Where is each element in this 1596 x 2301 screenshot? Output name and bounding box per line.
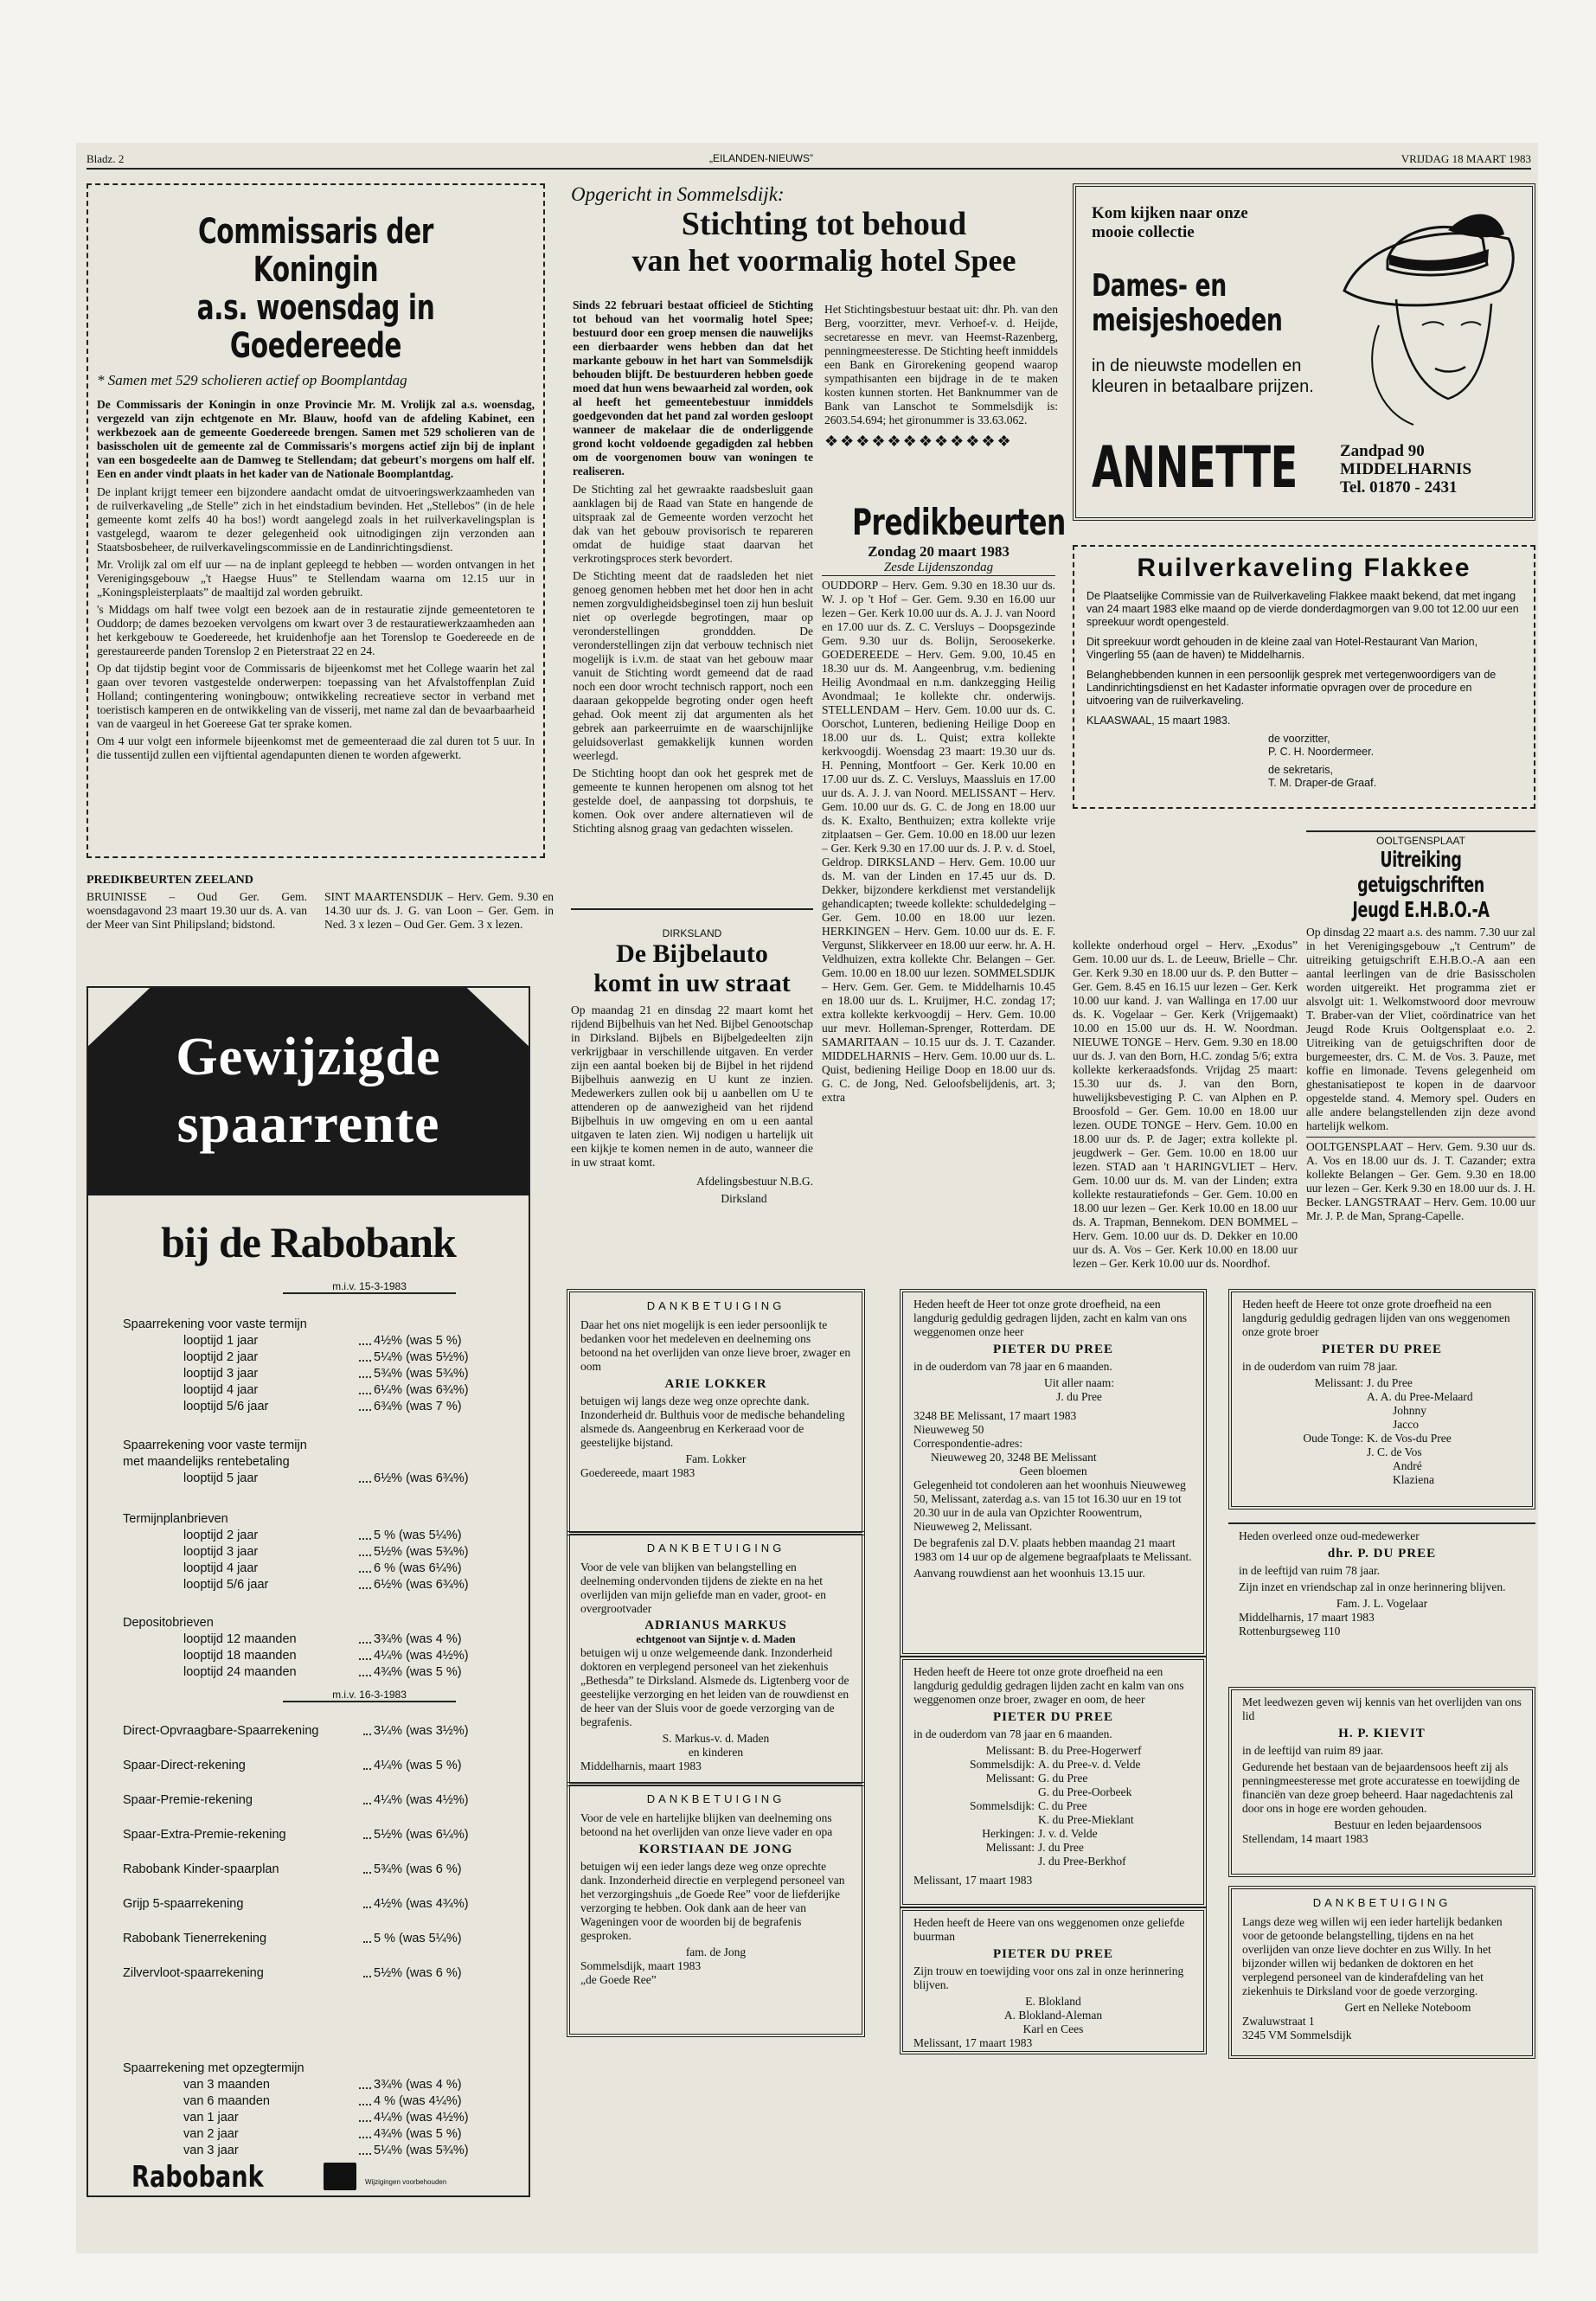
ruilverkaveling-notice	[1073, 545, 1535, 809]
ad-headline-2: spaarrente	[176, 1093, 440, 1154]
deceased-age: in de leeftijd van ruim 89 jaar.	[1242, 1744, 1384, 1757]
article-lead: Sinds 22 februari bestaat officieel de Stichting tot behoud van het voormalig hotel Spee; bestuurd door een groep mensen die nauwelijks een dierbaarder wens hebben dan dat het markante gebouw in het hart van Sommelsdijk behouden blijft. De bestuurderen hebben goede moed dat hun wens bewaarheid zal worden, ook al heeft het gemeentebestuur inmiddels goedgevonden dat het pand zal worden gesloopt wanneer de makelaar die de onderliggende grond kocht voldoende gegadigden zal hebben om de voorgenomen bouw van woningen te realiseren.	[573, 298, 813, 478]
notice-signature: fam. de Jong	[685, 1945, 747, 1958]
notice-address: Nieuweweg 50	[913, 1423, 984, 1436]
rate-value: 4 % (was 4¼%)	[374, 2094, 462, 2108]
article-bijbelauto	[571, 908, 813, 1299]
deceased-name: ADRIANUS MARKUS	[644, 1618, 787, 1632]
phone-number: Tel. 01870 - 2431	[1340, 478, 1458, 497]
notice-signature: Karl en Cees	[1022, 2022, 1084, 2035]
notice-signature: Fam. Lokker	[685, 1452, 747, 1465]
article-headline: De Bijbelauto	[616, 939, 768, 968]
notice-text: Gelegenheid tot condoleren aan het woonhuis Nieuweweg 50, Melissant, zaterdag a.s. van 15 tot 16.30 uur en 19 tot 20.30 uur in de aula van Opzichter Roowentrum, Nieuweweg 2, Melissant.	[913, 1478, 1186, 1533]
notice-place: Melissant, 17 maart 1983	[913, 1874, 1033, 1887]
relative-place	[1268, 1418, 1367, 1432]
obituary-du-pree-family	[900, 1289, 1207, 1657]
rate-label: Direct-Opvraagbare-Spaarrekening	[123, 1724, 319, 1738]
deceased-name: dhr. P. DU PREE	[1327, 1547, 1437, 1561]
spee-column-2	[824, 303, 1058, 451]
article-lead: De Commissaris der Koningin in onze Provincie Mr. M. Vrolijk zal a.s. woensdag, vergezeld van zijn echtgenote en Mr. Blauw, hoofd van de afdeling Kabinet, een werkbezoek aan de gemeente Goedereede brengen. Samen met 529 scholieren van de basisscholen uit de gemeente zal de Commissaris's morgens actief zijn bij de inplant van een bosgedeelte aan de Damweg te Stellendam; dat gebeurt's morgens om half elf. Een en ander vindt plaats in het kader van de Nationale Boomplantdag.	[97, 398, 535, 480]
notice-text: Heden overleed onze oud-medewerker	[1239, 1529, 1420, 1542]
rabobank-logo-icon	[324, 2163, 356, 2190]
rate-label: looptijd 2 jaar	[183, 1529, 259, 1542]
notice-place: „de Goede Ree”	[580, 1973, 657, 1986]
spee-column-1	[573, 298, 813, 839]
notice-place: Middelharnis, 17 maart 1983	[1239, 1611, 1375, 1624]
obituary-du-pree-brother	[1228, 1289, 1535, 1509]
relative-name: B. du Pree-Hogerwerf	[1038, 1744, 1142, 1757]
deceased-name: PIETER DU PREE	[1321, 1343, 1443, 1356]
rate-value: 4¼% (was 5 %)	[374, 1759, 462, 1772]
notice-dankbetuiging-noteboom	[1228, 1886, 1535, 2059]
relative-name: K. du Pree-Mieklant	[1038, 1813, 1134, 1826]
notice-dankbetuiging-markus	[567, 1531, 865, 1786]
ad-text: mooie collectie	[1092, 223, 1195, 241]
notice-text: Aanvang rouwdienst aan het woonhuis 13.15 uur.	[913, 1567, 1145, 1580]
notice-address: 3245 VM Sommelsdijk	[1242, 2029, 1352, 2041]
service-listing: SINT MAARTENSDIJK – Herv. Gem. 9.30 en 14.30 uur ds. J. G. van Loon – Ger. Gem. in Ned. 3 x lezen – Oud Ger. Gem. 3 x lezen.	[324, 890, 554, 931]
relative-place: Melissant:	[1314, 1376, 1363, 1389]
deceased-name: PIETER DU PREE	[992, 1947, 1114, 1961]
rate-label: Spaar-Extra-Premie-rekening	[123, 1828, 286, 1842]
notice-text: Zijn inzet en vriendschap zal in onze herinnering blijven.	[1239, 1580, 1506, 1593]
rate-value: 3¾% (was 4 %)	[374, 1632, 462, 1646]
notice-label: Correspondentie-adres:	[913, 1437, 1022, 1450]
notice-text: Geen bloemen	[1019, 1465, 1087, 1477]
ad-intro	[1092, 204, 1248, 242]
notice-address: 3248 BE Melissant, 17 maart 1983	[913, 1409, 1077, 1422]
relative-place: Melissant:	[985, 1744, 1035, 1757]
obituary-du-pree-neighbours	[900, 1907, 1207, 2054]
rate-group-title: met maandelijks rentebetaling	[123, 1455, 290, 1469]
article-headline-2: Jeugd E.H.B.O.-A	[1352, 897, 1490, 922]
notice-title: DANKBETUIGING	[646, 1299, 785, 1312]
notice-text: Heden heeft de Heer tot onze grote droefheid, na een langdurig geduldig gedragen lijden, zacht en kalm van ons weggenomen onze heer	[913, 1298, 1188, 1338]
relative-name: Jacco	[1393, 1418, 1419, 1431]
deceased-age: in de ouderdom van 78 jaar en 6 maanden.	[913, 1360, 1112, 1373]
relative-name: G. du Pree	[1038, 1772, 1088, 1785]
notice-title: DANKBETUIGING	[646, 1792, 785, 1805]
rate-label: looptijd 5/6 jaar	[183, 1578, 269, 1592]
notice-text: betuigen wij u onze welgemeende dank. Inzonderheid doktoren en verplegend personeel van het ziekenhuis „Bethesda” te Dirksland. Alsmede ds. Ligtenberg voor de geestelijke verzorging en het leiden van de rouwdienst en de heer van der Sluis voor de goede verzorging van de begrafenis.	[580, 1646, 849, 1728]
deceased-name: ARIE LOKKER	[664, 1377, 767, 1391]
predikbeurten-zeeland	[87, 874, 554, 990]
ad-text: Kom kijken naar onze	[1092, 204, 1248, 222]
rate-label: looptijd 4 jaar	[183, 1383, 259, 1397]
section-title: PREDIKBEURTEN ZEELAND	[87, 874, 253, 887]
rate-group-fixed	[123, 1317, 486, 1415]
deceased-name: PIETER DU PREE	[992, 1710, 1114, 1724]
rate-group-title: Spaarrekening voor vaste termijn	[123, 1317, 307, 1331]
relative-name: A. du Pree-v. d. Velde	[1038, 1758, 1141, 1771]
relative-name: J. C. de Vos	[1367, 1445, 1422, 1458]
rate-label: Grijp 5-spaarrekening	[123, 1897, 244, 1911]
article-body: Op maandag 21 en dinsdag 22 maart komt het rijdend Bijbelhuis van het Ned. Bijbel Genootschap in Dirksland. Bijbels en Bijbelgedeelten zijn verkrijgbaar in verschillende uitgaven. En verder zijn een aantal boeken bij de Bijbel in het rijdend Bijbelhuis aanwezig en U kunt ze inzien. Medewerkers zullen ook bij u aanbellen om U te attenderen op de aanwezigheid van het rijdend Bijbelhuis in uw omgeving en om u een aantal uitgaven te laten zien. Wij nodigen u hartelijk uit een kijkje te komen nemen in de auto, wanneer die in uw straat komt.	[571, 1003, 813, 1169]
newspaper-name: „EILANDEN-NIEUWS”	[709, 152, 814, 164]
notice-signature: Gert en Nelleke Noteboom	[1344, 2001, 1471, 2014]
rate-group-monthly	[123, 1438, 486, 1487]
notice-text: De begrafenis zal D.V. plaats hebben maandag 21 maart 1983 om 14 uur op de algemene begraafplaats te Melissant.	[913, 1536, 1192, 1563]
relative-name: K. de Vos-du Pree	[1367, 1432, 1452, 1445]
relative-name: C. du Pree	[1038, 1799, 1087, 1812]
rate-value: 3¾% (was 4 %)	[374, 2078, 462, 2092]
rate-group-opzeg	[123, 2061, 486, 2159]
article-headline: Stichting tot behoud	[681, 206, 967, 242]
relative-name: J. v. d. Velde	[1038, 1827, 1098, 1840]
rate-group-title: Spaarrekening met opzegtermijn	[123, 2061, 304, 2075]
issue-date: VRIJDAG 18 MAART 1983	[1401, 152, 1531, 165]
service-listing: kollekte onderhoud orgel – Herv. „Exodus” Gem. 10.00 uur ds. L. de Leeuw, Brielle – Chr. Ger. Kerk 9.30 en 18.00 uur ds. P. den Butter – Ger. Gem. 8.45 en 16.15 uur lezen – Ger. Kerk 10.00 uur kand. J. van Wallinga en 17.00 uur ds. K. Vogelaar – Ger. Kerk (Vrijgemaakt) 10.00 en 15.00 uur ds. H. W. Noordman. NIEUWE TONGE – Herv. Gem. 9.30 en 18.00 uur ds. J. van den Born, H.C. zondag 5/6; extra kollekte kerkeraadsfonds. Vrijdag 25 maart: 15.30 uur ds. J. van den Born, huwelijksbevestiging P. C. van Alphen en P. Broosfold – Ger. Gem. 10.00 en 18.00 uur lezen. OUDE TONGE – Herv. Gem. 10.00 en 18.00 uur ds. P. de Jager; extra kollekte pl. jeugdwerk – Ger. Gem. 10.00 en 18.00 uur lezen. STAD aan 't HARINGVLIET – Herv. Gem. 10.00 uur ds. M. van der Linden; extra kollekte restauratiefonds – Ger. Gem. 10.00 en 18.00 uur lezen – Ger. Kerk 10.00 en 18.00 uur ds. A. Trapman, Bennekom. DEN BOMMEL – Herv. Gem. 10.00 uur ds. D. Dekker en 10.00 uur ds. A. Vos – Ger. Kerk 10.00 en 18.00 uur lezen – Ger. Kerk 10.00 uur ds. Noordhof.	[1073, 939, 1298, 1270]
rate-value: 4¾% (was 5 %)	[374, 2127, 462, 2141]
rate-value: 6¾% (was 7 %)	[374, 1400, 462, 1413]
rate-value: 4¾% (was 5 %)	[374, 1665, 462, 1679]
notice-place: Stellendam, 14 maart 1983	[1242, 1832, 1368, 1845]
notice-signature: S. Markus-v. d. Maden	[662, 1732, 770, 1745]
annette-hats-ad	[1073, 183, 1535, 521]
notice-text: Daar het ons niet mogelijk is een ieder persoonlijk te bedanken voor het medeleven en deelneming ons betoond na het overlijden van onze lieve broer, zwager en oom	[580, 1318, 851, 1373]
article-kicker: DIRKSLAND	[662, 927, 722, 939]
rate-label: looptijd 2 jaar	[183, 1350, 259, 1364]
section-headline: Predikbeurten	[852, 501, 1066, 543]
notice-text: De Plaatselijke Commissie van de Ruilverkaveling Flakkee maakt bekend, dat met ingang van 24 maart 1983 elke maand op de vierde donderdagmorgen van 9.00 tot 12.00 uur een spreekuur wordt opengesteld.	[1086, 590, 1519, 628]
notice-text: Heden heeft de Heere tot onze grote droefheid na een langdurig geduldig gedragen lijden van ons weggenomen onze grote broer	[1242, 1298, 1510, 1338]
rate-value: 5¾% (was 6 %)	[374, 1862, 462, 1876]
ad-text: in de nieuwste modellen en kleuren in betaalbare prijzen.	[1092, 356, 1314, 396]
rate-group-deposito	[123, 1615, 486, 1681]
notice-text: Zijn trouw en toewijding voor ons zal in onze herinnering blijven.	[913, 1965, 1184, 1991]
shop-address	[1340, 442, 1471, 497]
article-signature: Afdelingsbestuur N.B.G.	[696, 1175, 813, 1188]
rate-label: looptijd 4 jaar	[183, 1561, 259, 1575]
notice-signature: Bestuur en leden bejaardensoos	[1334, 1818, 1482, 1831]
relative-place	[1268, 1473, 1367, 1487]
notice-text: Langs deze weg willen wij een ieder hartelijk bedanken voor de getoonde belangstelling, tijdens en na het overlijden van onze lieve dochter en zus Willy. In het bijzonder willen wij bedanken de doktoren en het verplegend personeel van de kinderafdeling van het ziekenhuis te Dirksland voor de goede verzorging.	[1242, 1915, 1503, 1997]
obituary-du-pree-siblings	[900, 1657, 1207, 1907]
relative-place	[1268, 1459, 1367, 1473]
relative-place: Oude Tonge:	[1303, 1432, 1363, 1445]
service-listing: BRUINISSE – Oud Ger. Gem. woensdagavond 23 maart 19.30 uur ds. A. van der Meer van Sint Philipsland; bidstond.	[87, 890, 307, 931]
deceased-name: PIETER DU PREE	[992, 1343, 1114, 1356]
article-signature-place: Dirksland	[721, 1192, 767, 1205]
effective-date: m.i.v. 15-3-1983	[283, 1280, 456, 1294]
notice-place: Sommelsdijk, maart 1983	[580, 1959, 702, 1972]
service-listing: OOLTGENSPLAAT – Herv. Gem. 9.30 uur ds. A. Vos en 18.00 uur ds. J. T. Cazander; extra kollekte Belangen – Ger. Gem. 9.30 en 18.00 uur lezen – Ger. Kerk 9.30 en 18.00 uur ds. J. H. Becker. LANGSTRAAT – Herv. Gem. 10.00 uur Mr. J. P. de Man, Sprang-Capelle.	[1306, 1137, 1535, 1223]
notice-place: Middelharnis, maart 1983	[580, 1759, 702, 1772]
deceased-name: KORSTIAAN DE JONG	[638, 1843, 793, 1856]
effective-date: m.i.v. 16-3-1983	[283, 1689, 456, 1702]
rate-group-termijnplan	[123, 1511, 486, 1593]
signatory-name: P. C. H. Noordermeer.	[1268, 746, 1375, 758]
relative-place: Melissant:	[985, 1772, 1035, 1785]
rate-label: looptijd 5 jaar	[183, 1471, 259, 1485]
rate-value: 5½% (was 5¾%)	[374, 1545, 469, 1559]
rate-value: 4½% (was 4¾%)	[374, 1897, 469, 1911]
relative-name: Johnny	[1393, 1404, 1427, 1417]
notice-address: Nieuweweg 20, 3248 BE Melissant	[931, 1451, 1097, 1464]
rate-value: 4¼% (was 4½%)	[374, 1649, 469, 1663]
article-kicker: Opgericht in Sommelsdijk:	[571, 183, 785, 205]
relative-place	[939, 1813, 1038, 1827]
rate-label: van 6 maanden	[183, 2094, 270, 2108]
deceased-age: in de ouderdom van 78 jaar en 6 maanden.	[913, 1727, 1112, 1740]
rate-value: 6½% (was 6¾%)	[374, 1578, 469, 1592]
service-date: Zondag 20 maart 1983	[868, 543, 1010, 560]
relative-place: Melissant:	[985, 1841, 1035, 1854]
article-paragraph: Op dat tijdstip begint voor de Commissaris de bijeenkomst met het College waarin het zal gaan over tevoren vastgestelde onderwerpen: toepassing van het Afvalstoffenplan Zuid Holland; contingentering woningbouw; ontwikkeling recreatieve sector in verband met toeristisch kamperen en de ontwikkeling van de visserij, met name zal dan de bevaarbaarheid van de vaargeul in het Goereese Gat ter sprake komen.	[97, 662, 535, 730]
rate-value: 5¼% (was 5¾%)	[374, 2144, 469, 2157]
notice-place: Goedereede, maart 1983	[580, 1466, 695, 1479]
notice-text: Heden heeft de Heere van ons weggenomen onze geliefde buurman	[913, 1916, 1185, 1943]
rate-label: Rabobank Kinder-spaarplan	[123, 1862, 279, 1876]
rabobank-ad	[87, 986, 530, 2197]
rate-value: 6½% (was 6¾%)	[374, 1471, 469, 1485]
article-headline-2: van het voormalig hotel Spee	[631, 243, 1016, 278]
article-headline-2: a.s. woensdag in Goedereede	[196, 288, 435, 366]
ad-headline-2: meisjeshoeden	[1092, 303, 1283, 338]
relative-place	[1268, 1390, 1367, 1404]
notice-signature: J. du Pree	[1056, 1390, 1102, 1403]
deceased-age: in de ouderdom van ruim 78 jaar.	[1242, 1360, 1398, 1373]
rate-label: looptijd 5/6 jaar	[183, 1400, 269, 1413]
rate-value: 5¾% (was 5¾%)	[374, 1367, 469, 1381]
service-subtitle: Zesde Lijdenszondag	[822, 561, 1055, 576]
relative-place	[939, 1785, 1038, 1799]
rate-value: 4¼% (was 4½%)	[374, 1793, 469, 1807]
deceased-name: H. P. KIEVIT	[1338, 1727, 1426, 1740]
article-kicker: OOLTGENSPLAAT	[1306, 830, 1535, 847]
rate-value: 5¼% (was 5½%)	[374, 1350, 469, 1364]
article-paragraph: Mr. Vrolijk zal om elf uur — na de inplant gepleegd te hebben — worden ontvangen in het Verenigingsgebouw „'t Haegse Huus” te Stellendam waarna om 12.15 uur in „Koningspleisterplaats” de maaltijd zal worden gebruikt.	[97, 558, 535, 599]
ad-disclaimer: Wijzigingen voorbehouden	[365, 2178, 447, 2186]
ornament-divider: ❖❖❖❖❖❖❖❖❖❖❖❖	[824, 433, 1013, 450]
article-paragraph: De Stichting hoopt dan ook het gesprek met de gemeente te kunnen heropenen om alsnog tot het gestelde doel, de aanpassing tot dorpshuis, te komen. Ook over andere alternatieven wil de Stichting alsnog graag van gedachten wisselen.	[573, 766, 813, 835]
article-body: Op dinsdag 22 maart a.s. des namm. 7.30 uur zal in het Verenigingsgebouw „'t Centrum” de uitreiking getuigschrift E.H.B.O.-A aan een aantal leerlingen van de drie Basisscholen worden uitgereikt. Het programma ziet er alsvolgt uit: 1. Welkomstwoord door mevrouw T. Braber-van der Vliet, coördinatrice van het Jeugd Rode Kruis Ooltgensplaat e.o. 2. Uitreiking van de getuigschriften door de burgemeester, drs. C. M. de Vos. 3. Pauze, met koffie en limonade. Tevens gelegenheid om ghestanisatiepost te kopen in de daarvoor opgestelde stand. 4. Memory spel. Ouders en alle andere belangstellenden zijn deze avond hartelijk welkom.	[1306, 926, 1535, 1132]
rate-value: 4¼% (was 4½%)	[374, 2111, 469, 2125]
notice-text: Met leedwezen geven wij kennis van het overlijden van ons lid	[1242, 1695, 1522, 1722]
rate-value: 5½% (was 6 %)	[374, 1966, 462, 1980]
article-headline-2: komt in uw straat	[593, 969, 791, 997]
address-line: Zandpad 90	[1340, 442, 1425, 460]
deceased-spouse: echtgenoot van Sijntje v. d. Maden	[636, 1633, 796, 1645]
relative-name: G. du Pree-Oorbeek	[1038, 1785, 1132, 1798]
relative-place: Sommelsdijk:	[969, 1799, 1035, 1812]
notice-text: betuigen wij een ieder langs deze weg onze oprechte dank. Inzonderheid directie en verplegend personeel van het verzorgingshuis „de Goede Ree” voor de liefderijke verzorging te hebben. Ook dank aan de heer van Wageningen voor de woorden bij de begrafenis gesproken.	[580, 1860, 845, 1942]
article-paragraph: De Stichting meent dat de raadsleden het niet genoeg genomen hebben met het door hen in acht nemen zorgvuldigheidsbeginsel toen zij hun besluit niet op overlegde begrotingen, maar op veronderstellingen gronddden. De veronderstellingen zijn dat verbouw technisch niet mogelijk is i.v.m. de staat van het gebouw maar vanuit de Stichting wordt gemeend dat de raad noch een door wrocht technisch rapport, noch een daaraan gekoppelde begroting onder ogen heeft gehad. Ook meent zij dat argumenten als het gebrek aan parkeerruimte en de waarschijnlijke geluidsoverlast gemakkelijk kunnen worden weerlegd.	[573, 569, 813, 762]
article-paragraph: Het Stichtingsbestuur bestaat uit: dhr. Ph. van den Berg, voorzitter, mevr. Verhoef-v. d. Heijde, secretaresse en mevr. van Heemst-Razenberg, penningmeesteresse. De Stichting heeft inmiddels een Bank en Girorekening geopend waarop sympathisanten een bijdrage in de te maken kosten kunnen storten. Het Banknummer van de Bank van Lanschot te Sommelsdijk is: 2603.54.694; het gironummer is 33.63.062.	[824, 303, 1058, 426]
notice-title: DANKBETUIGING	[1312, 1896, 1452, 1909]
relative-name: André	[1393, 1459, 1422, 1472]
notice-signature: Fam. J. L. Vogelaar	[1336, 1597, 1428, 1610]
notice-signature: en kinderen	[688, 1746, 744, 1759]
rate-label: Rabobank Tienerrekening	[123, 1932, 267, 1945]
rate-label: Zilvervloot-spaarrekening	[123, 1966, 264, 1980]
notice-text: betuigen wij langs deze weg onze oprechte dank. Inzonderheid dr. Bulthuis voor de medische behandeling alsmede ds. Aangeenbrug en Kerkeraad voor de geestelijke bijstand.	[580, 1394, 845, 1449]
notice-signature: A. Blokland-Aleman	[1003, 2009, 1103, 2022]
notice-text: Dit spreekuur wordt gehouden in de kleine zaal van Hotel-Restaurant Van Marion, Vingerling 55 (aan de haven) te Middelharnis.	[1086, 636, 1478, 661]
rate-group-title: Depositobrieven	[123, 1616, 214, 1630]
rate-group-title: Spaarrekening voor vaste termijn	[123, 1439, 307, 1452]
notice-address: Zwaluwstraat 1	[1242, 2015, 1315, 2028]
relative-place: Sommelsdijk:	[969, 1758, 1035, 1771]
rate-label: looptijd 18 maanden	[183, 1649, 297, 1663]
obituary-du-pree-colleague	[1228, 1522, 1535, 1674]
obituary-kievit	[1228, 1687, 1535, 1877]
rate-label: looptijd 3 jaar	[183, 1545, 259, 1559]
rate-value: 4½% (was 5 %)	[374, 1334, 462, 1348]
rate-label: van 2 jaar	[183, 2127, 239, 2141]
ad-headline: Dames- en	[1092, 268, 1227, 304]
article-paragraph: 's Middags om half twee volgt een bezoek aan de in restauratie zijnde gemeentetoren te Ouddorp; de dames bezoeken vervolgens om kwart over 3 de restauratiewerkzaamheden aan het kerkgebouw te Goedereede, het kruidenhofje aan het Torenslop te Goedereede en de gerestaureerde panden Torenslop 2 en Pieterstraat 22 en 24.	[97, 603, 535, 657]
relative-name: J. du Pree	[1367, 1376, 1413, 1389]
rate-value: 6¼% (was 6¾%)	[374, 1383, 469, 1397]
signatory-name: T. M. Draper-de Graaf.	[1268, 777, 1377, 789]
signatory-role: de sekretaris,	[1268, 764, 1334, 776]
notice-place: Melissant, 17 maart 1983	[913, 2036, 1033, 2049]
article-headline: Commissaris der Koningin	[197, 212, 434, 290]
rate-value: 5 % (was 5¼%)	[374, 1932, 462, 1945]
relative-name: J. du Pree	[1038, 1841, 1084, 1854]
notice-text: Belanghebbenden kunnen in een persoonlijk gesprek met vertegenwoordigers van de Landinrichtingsdienst en het Kadaster informatie opvragen over de procedure en uitvoering van de ruilverkaveling.	[1086, 669, 1497, 707]
notice-title: DANKBETUIGING	[646, 1541, 785, 1554]
article-commissaris	[87, 183, 545, 858]
rate-value: 5 % (was 5¼%)	[374, 1529, 462, 1542]
notice-text: Gedurende het bestaan van de bejaardensoos heeft zij als penningmeesteresse met grote accuratesse en toewijding de financiën van deze groep beheerd. Haar nagedachtenis zal door ons in hoge ere worden gehouden.	[1242, 1760, 1520, 1815]
relative-place: Herkingen:	[982, 1827, 1035, 1840]
notice-dankbetuiging-dejong	[567, 1782, 865, 2037]
relative-place	[1268, 1404, 1367, 1418]
shop-name: ANNETTE	[1092, 434, 1298, 501]
predikbeurten-col2	[1073, 939, 1298, 1274]
article-ehbo	[1306, 830, 1535, 1227]
relative-place	[1268, 1445, 1367, 1459]
article-headline: Uitreiking getuigschriften	[1357, 847, 1484, 897]
rate-label: van 3 jaar	[183, 2144, 239, 2157]
relative-name: A. A. du Pree-Melaard	[1367, 1390, 1473, 1403]
address-line: MIDDELHARNIS	[1340, 460, 1472, 478]
rate-value: 5½% (was 6¼%)	[374, 1828, 469, 1842]
rate-value: 6 % (was 6¼%)	[374, 1561, 462, 1575]
rate-group-title: Termijnplanbrieven	[123, 1512, 228, 1526]
rate-label: looptijd 12 maanden	[183, 1632, 297, 1646]
notice-label: Uit aller naam:	[1044, 1376, 1114, 1389]
rate-value: 3¼% (was 3½%)	[374, 1724, 469, 1738]
notice-dankbetuiging-lokker	[567, 1289, 865, 1535]
rate-group-accounts	[123, 1723, 495, 2000]
rate-label: looptijd 1 jaar	[183, 1334, 259, 1348]
relative-name: Klaziena	[1393, 1473, 1434, 1486]
rate-label: van 3 maanden	[183, 2078, 270, 2092]
article-paragraph: Om 4 uur volgt een informele bijeenkomst met de gemeenteraad die zal duren tot 5 uur. In die tussentijd zullen een vijftiental agendapunten dienen te worden afgewerkt.	[97, 734, 535, 761]
article-paragraph: De inplant krijgt temeer een bijzondere aandacht omdat de uitvoeringswerkzaamheden van de ruilverkaveling „de Stelle” zich in het eindstadium bevinden. Het „Stellebos” (in de hele gemeente komt zelfs 40 ha bos!) wordt aangelegd zoals in het ruilverkavelingsplan is vastgelegd, waarom te dezer gelegenheid ook uitnodigingen zijn verzonden aan Staatsbosbeheer, de ruilverkavelingscommissie en de Landinrichtingsdienst.	[97, 485, 535, 554]
notice-place: KLAASWAAL, 15 maart 1983.	[1086, 715, 1231, 727]
page-header	[87, 152, 1531, 170]
rate-label: looptijd 24 maanden	[183, 1665, 297, 1679]
hat-illustration	[1327, 195, 1526, 429]
rate-label: looptijd 3 jaar	[183, 1367, 259, 1381]
ad-subheadline: bij de Rabobank	[161, 1218, 456, 1266]
article-paragraph: De Stichting zal het gewraakte raadsbesluit gaan aanklagen bij de Raad van State en hangende de uitspraak zal de Gemeente worden verzocht het dak van het gebouw provisorisch te repareren omdat de huidige staat daarvan het verkrotingsproces sterk bevordert.	[573, 483, 813, 565]
page-number: Bladz. 2	[87, 152, 125, 165]
rate-label: Spaar-Direct-rekening	[123, 1759, 246, 1772]
relative-place	[939, 1855, 1038, 1868]
deceased-age: in de leeftijd van ruim 78 jaar.	[1239, 1564, 1381, 1577]
rate-label: van 1 jaar	[183, 2111, 239, 2125]
ad-headline: Gewijzigde	[176, 1028, 441, 1086]
notice-signature: E. Blokland	[1025, 1995, 1081, 2008]
article-subtitle: * Samen met 529 scholieren actief op Boomplantdag	[97, 372, 407, 388]
notice-text: Voor de vele van blijken van belangstelling en deelneming ondervonden tijdens de ziekte en na het overlijden van mijn geliefde man en vader, groot- en overgrootvader	[580, 1561, 826, 1615]
service-listing: OUDDORP – Herv. Gem. 9.30 en 18.30 uur ds. W. J. op 't Hof – Ger. Gem. 9.30 en 16.00 uur lezen – Ger. Kerk 10.00 uur ds. A. J. J. van Noord en 17.00 uur ds. Z. C. Versluys – Doopsgezinde Gem. 9.30 uur ds. Bolijn, Seroosekerke. GOEDEREEDE – Herv. Gem. 9.00, 10.45 en 18.30 uur ds. M. Aangeenbrug, v.m. bediening Heilig Avondmaal en n.m. dankzegging Heilig Avondmaal; 1e kollekte chr. onderwijs. STELLENDAM – Herv. Gem. 10.00 uur ds. C. Oorschot, Lunteren, bediening Heilige Doop en 18.00 uur ds. L. Quist; extra kollekte kerkvoogdij. Woensdag 23 maart: 19.30 uur ds. H. Penning, Montfoort – Ger. Kerk 10.00 en 17.00 uur ds. Z. C. Versluys, Maassluis en 17.00 uur ds. A. J. J. van Noord. MELISSANT – Herv. Gem. 10.00 uur ds. G. C. de Jong en 18.00 uur ds. K. Exalto, Benthuizen; extra kollekte vrije zitplaatsen – Ger. Gem. 10.00 en 18.00 uur lezen – Ger. Kerk 9.30 en 17.00 uur ds. J. P. v. d. Stoel, Geldrop. DIRKSLAND – Herv. Gem. 10.00 uur ds. M. van der Linden en 17.45 uur ds. D. Dekker, bijzondere kerkdienst met verstandelijk gehandicapten; tweede kollekte: schuldedelging – Ger. Gem. 10.00 en 18.00 uur lezen. HERKINGEN – Herv. Gem. 10.00 uur ds. E. F. Vergunst, Slikkerveer en 18.00 uur eerw. hr. A. H. Veldhuizen, extra kollekte Chr. Belangen – Ger. Gem. 10.00 en 18.00 uur lezen. SOMMELSDIJK – Herv. Gem. Ger. Gem. te Middelharnis 10.45 en 18.00 uur ds. L. Kruijmer, H.C. zondag 17; extra kollekte kerkvoogdij – Herv. Gem. 10.00 uur mevr. Holleman-Sprenger, Rotterdam. DE SAMARITAAN – 10.15 uur ds. J. T. Cazander. MIDDELHARNIS – Herv. Gem. 10.00 uur ds. L. Quist, bediening Heilige Doop en 18.00 uur ds. G. C. de Jong, Ned. Geloofsbelijdenis, art. 3; extra	[822, 579, 1055, 1104]
rate-label: Spaar-Premie-rekening	[123, 1793, 253, 1807]
notice-text: Voor de vele en hartelijke blijken van deelneming ons betoond na het overlijden van onze lieve vader en opa	[580, 1811, 833, 1838]
signatory-role: de voorzitter,	[1268, 733, 1330, 745]
notice-text: Heden heeft de Heere tot onze grote droefheid na een langdurig geduldig gedragen lijden zacht en kalm van ons weggenomen onze broer, zwager en oom, de heer	[913, 1665, 1184, 1706]
relative-name: J. du Pree-Berkhof	[1038, 1855, 1126, 1868]
rabobank-logo: Rabobank	[131, 2160, 264, 2195]
notice-address: Rottenburgseweg 110	[1239, 1625, 1341, 1638]
predikbeurten	[822, 501, 1066, 1108]
notice-title: Ruilverkaveling Flakkee	[1137, 554, 1471, 582]
